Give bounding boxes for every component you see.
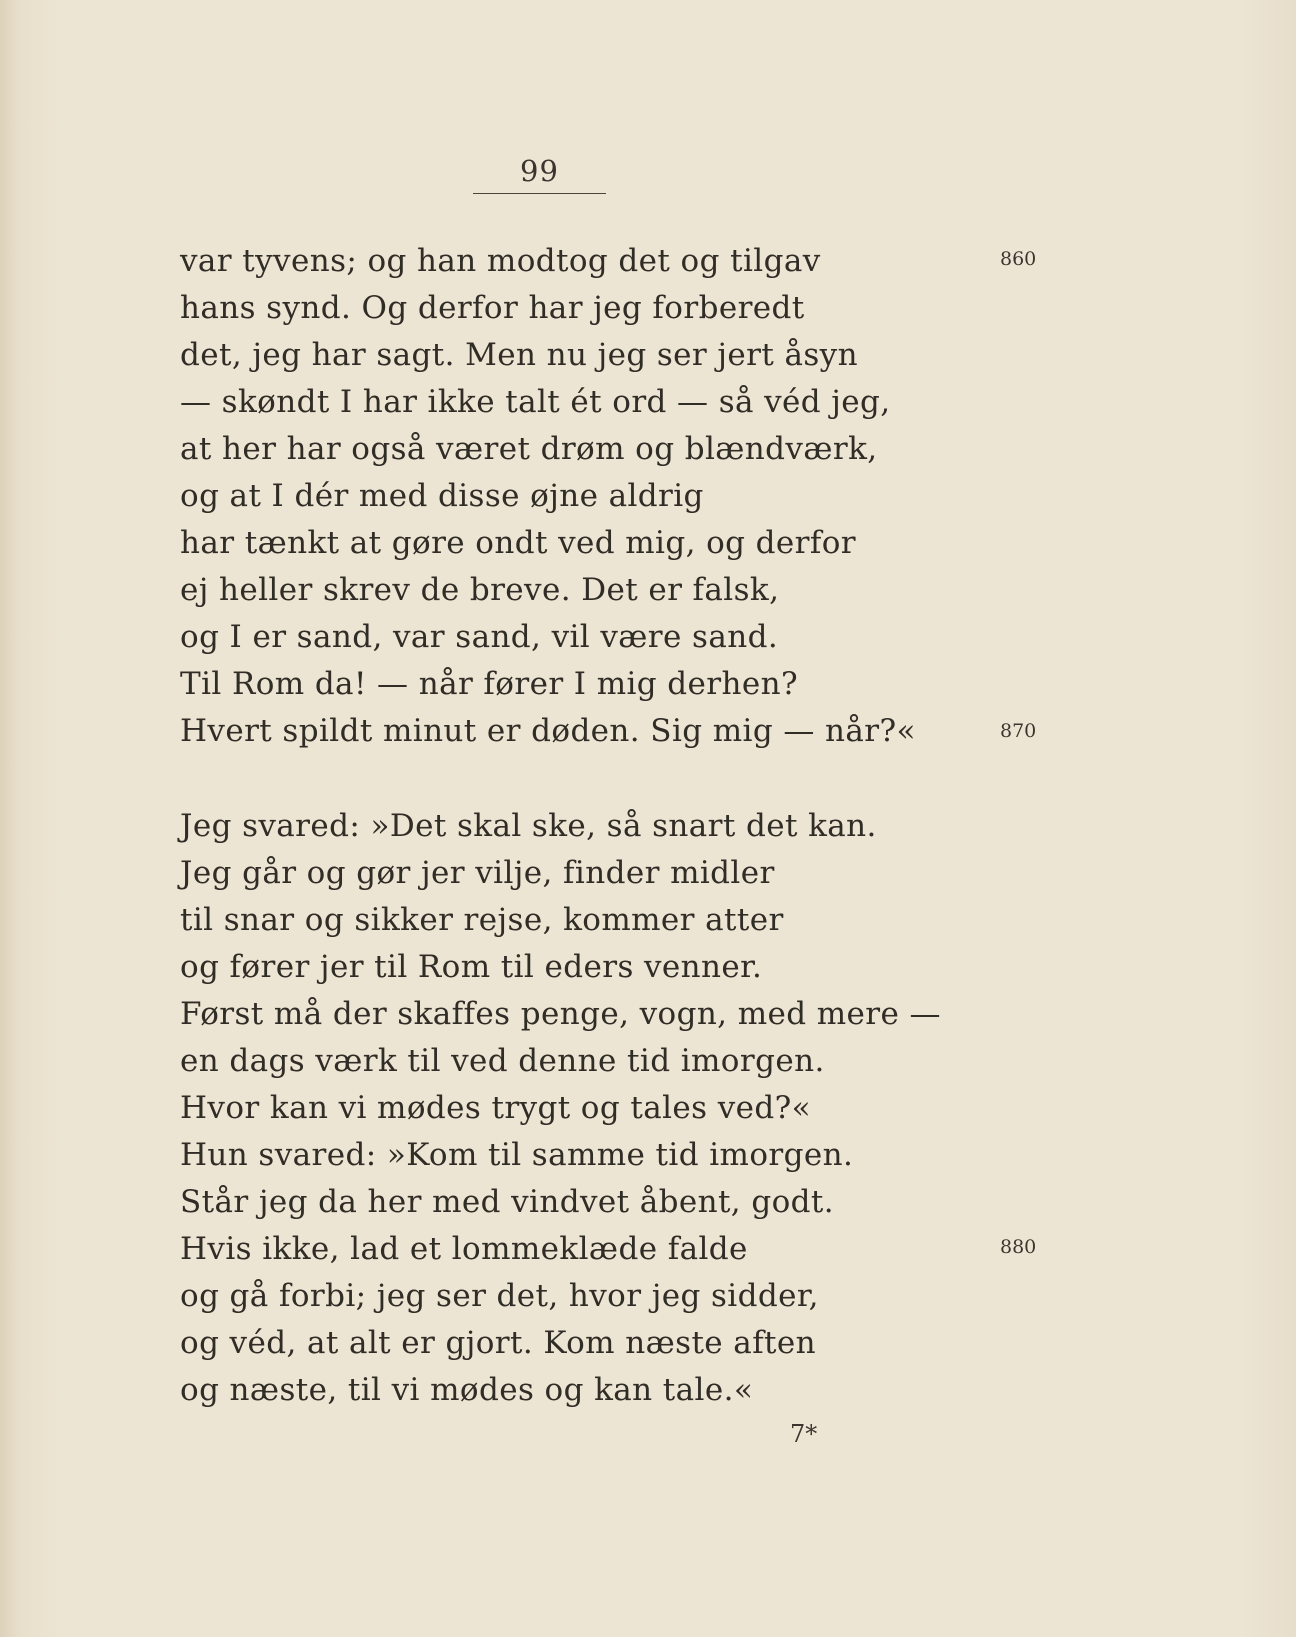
- verse-line: og I er sand, var sand, vil være sand.: [180, 619, 779, 655]
- verse-line: — skøndt I har ikke talt ét ord — så véd jeg,: [180, 384, 891, 420]
- verse-line: Hun svared: »Kom til samme tid imorgen.: [180, 1137, 854, 1173]
- verse-line: en dags værk til ved denne tid imorgen.: [180, 1043, 825, 1079]
- verse-line: og gå forbi; jeg ser det, hvor jeg sidder,: [180, 1278, 819, 1314]
- verse-line: og fører jer til Rom til eders venner.: [180, 949, 763, 985]
- verse-line: Jeg svared: »Det skal ske, så snart det kan.: [180, 808, 877, 844]
- verse-line: var tyvens; og han modtog det og tilgav: [180, 243, 821, 279]
- verse-line: Hvis ikke, lad et lommeklæde falde: [180, 1231, 748, 1267]
- verse-line: Hvert spildt minut er døden. Sig mig — når?«: [180, 713, 916, 749]
- line-number-870: 870: [1000, 720, 1037, 742]
- page-number-rule: [473, 193, 606, 194]
- verse-line: og at I dér med disse øjne aldrig: [180, 478, 704, 514]
- verse-line: til snar og sikker rejse, kommer atter: [180, 902, 784, 938]
- verse-line: Til Rom da! — når fører I mig derhen?: [180, 666, 799, 702]
- line-number-860: 860: [1000, 248, 1037, 270]
- verse-line: og véd, at alt er gjort. Kom næste aften: [180, 1325, 817, 1361]
- verse-line: Står jeg da her med vindvet åbent, godt.: [180, 1184, 834, 1220]
- stanza-2: [180, 803, 941, 1414]
- verse-line: har tænkt at gøre ondt ved mig, og derfor: [180, 525, 857, 561]
- verse-line: at her har også været drøm og blændværk,: [180, 431, 878, 467]
- stanza-1: [180, 238, 916, 755]
- line-number-880: 880: [1000, 1236, 1037, 1258]
- verse-line: og næste, til vi mødes og kan tale.«: [180, 1372, 754, 1408]
- verse-line: det, jeg har sagt. Men nu jeg ser jert åsyn: [180, 337, 858, 373]
- verse-line: ej heller skrev de breve. Det er falsk,: [180, 572, 780, 608]
- verse-line: hans synd. Og derfor har jeg forberedt: [180, 290, 805, 326]
- verse-line: Jeg går og gør jer vilje, finder midler: [180, 855, 775, 891]
- page-number: 99: [520, 154, 559, 188]
- signature-mark: 7*: [790, 1420, 818, 1448]
- verse-line: Hvor kan vi mødes trygt og tales ved?«: [180, 1090, 812, 1126]
- verse-line: Først må der skaffes penge, vogn, med mere —: [180, 996, 941, 1032]
